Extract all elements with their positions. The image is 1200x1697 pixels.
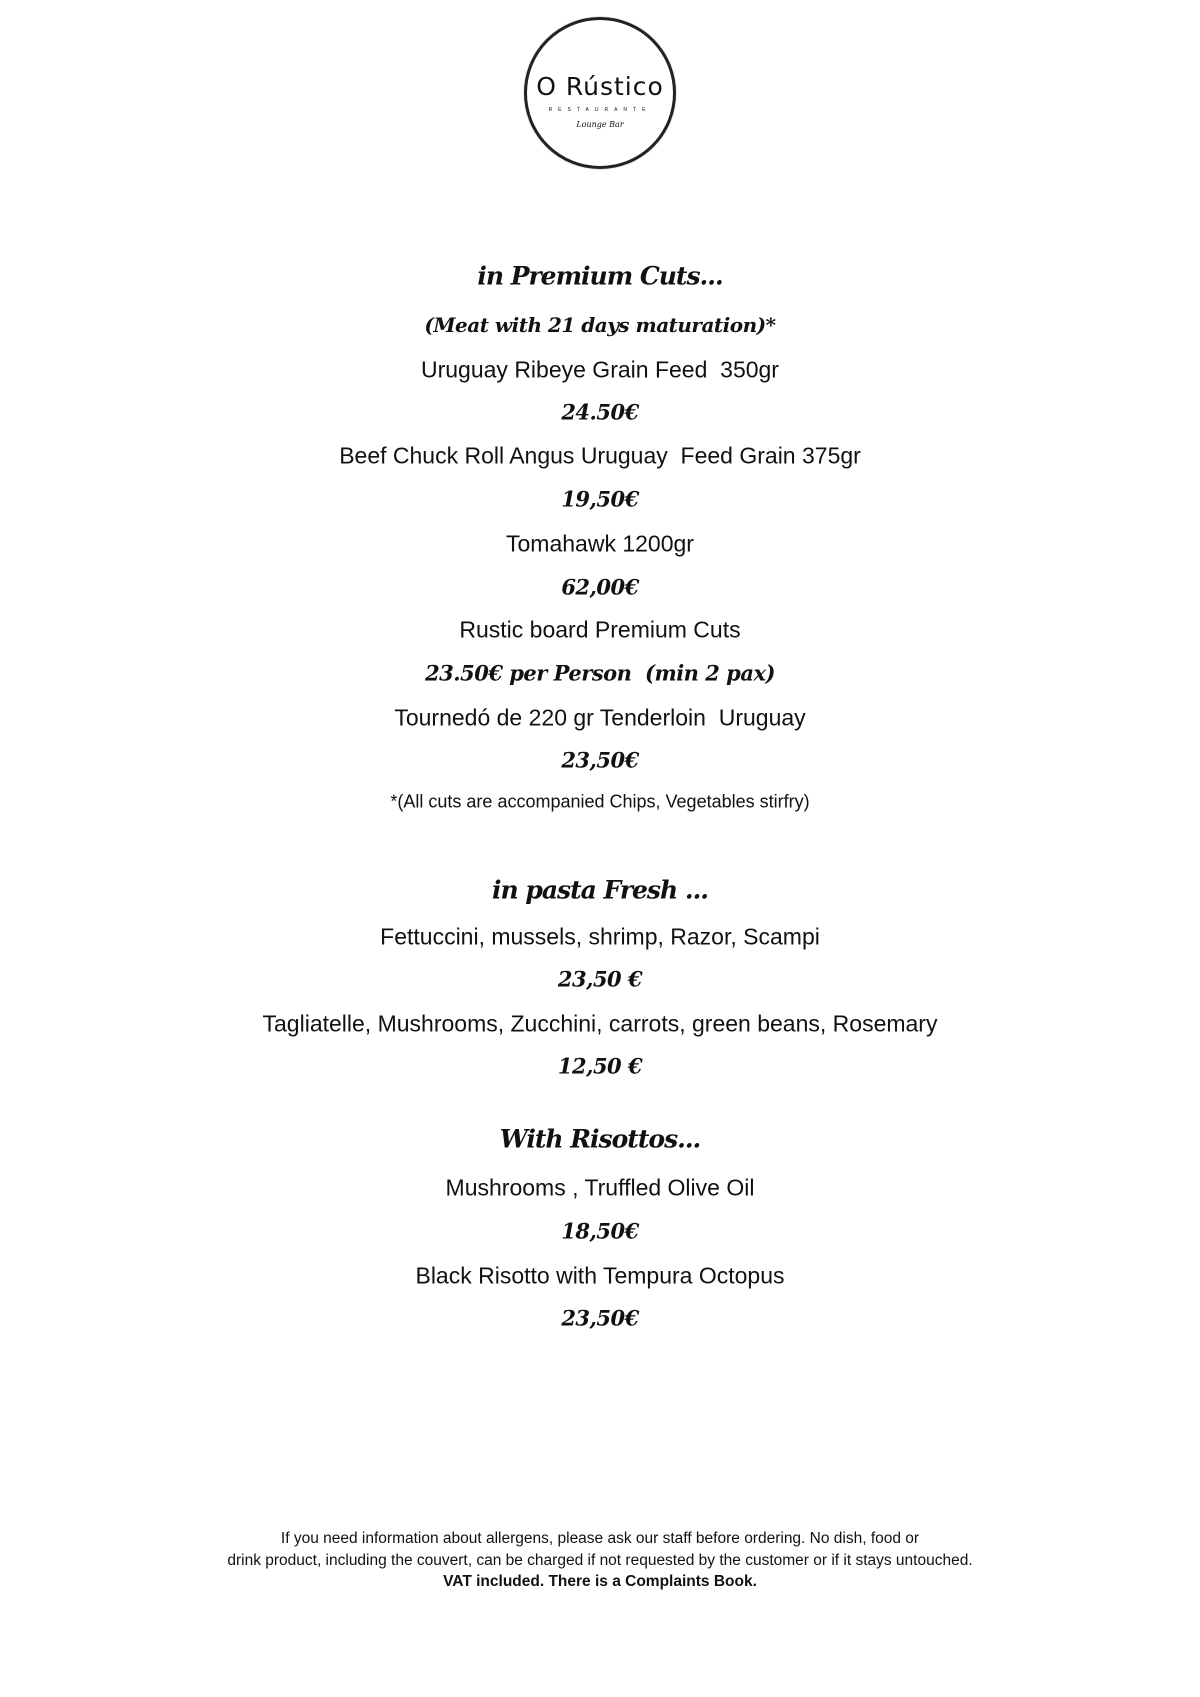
menu-item-name: Beef Chuck Roll Angus Uruguay Feed Grain 375gr bbox=[339, 442, 861, 469]
footer-couvert: drink product, including the couvert, can be charged if not requested by the customer or if it stays untouched. bbox=[227, 1552, 973, 1569]
footer-vat: VAT included. There is a Complaints Book. bbox=[443, 1573, 757, 1590]
menu-item-name: Mushrooms , Truffled Olive Oil bbox=[445, 1174, 755, 1201]
section-heading-premium-cuts: in Premium Cuts... bbox=[477, 261, 723, 291]
menu-item-price: 18,50€ bbox=[561, 1218, 639, 1244]
menu-item-name: Tomahawk 1200gr bbox=[506, 530, 694, 557]
menu-item-price: 24.50€ bbox=[561, 399, 639, 425]
section-heading-risottos: With Risottos... bbox=[499, 1124, 701, 1154]
section-note: *(All cuts are accompanied Chips, Vegetables stirfry) bbox=[390, 791, 810, 812]
section-heading-pasta: in pasta Fresh ... bbox=[491, 875, 709, 905]
menu-item-name: Tagliatelle, Mushrooms, Zucchini, carrots, green beans, Rosemary bbox=[262, 1010, 938, 1037]
menu-item-price: 12,50 € bbox=[557, 1053, 643, 1079]
menu-item-price: 23.50€ per Person (min 2 pax) bbox=[425, 660, 775, 686]
logo-tagline: Lounge Bar bbox=[576, 120, 624, 129]
menu-item-price: 23,50 € bbox=[557, 966, 643, 992]
menu-item-name: Black Risotto with Tempura Octopus bbox=[415, 1262, 785, 1289]
menu-item-price: 23,50€ bbox=[561, 1305, 639, 1331]
menu-item-name: Fettuccini, mussels, shrimp, Razor, Scampi bbox=[380, 923, 820, 950]
menu-item-name: Uruguay Ribeye Grain Feed 350gr bbox=[421, 356, 779, 383]
footer-allergens: If you need information about allergens, please ask our staff before ordering. No dish, food or bbox=[280, 1530, 920, 1547]
logo-subtitle: RESTAURANTE bbox=[548, 107, 652, 113]
section-subheading: (Meat with 21 days maturation)* bbox=[424, 313, 776, 337]
menu-item-price: 19,50€ bbox=[561, 486, 639, 512]
restaurant-logo bbox=[524, 17, 676, 169]
menu-item-name: Rustic board Premium Cuts bbox=[459, 616, 741, 643]
menu-item-name: Tournedó de 220 gr Tenderloin Uruguay bbox=[394, 704, 806, 731]
logo-name: O Rústico bbox=[536, 72, 664, 101]
menu-item-price: 62,00€ bbox=[561, 574, 639, 600]
menu-item-price: 23,50€ bbox=[561, 747, 639, 773]
